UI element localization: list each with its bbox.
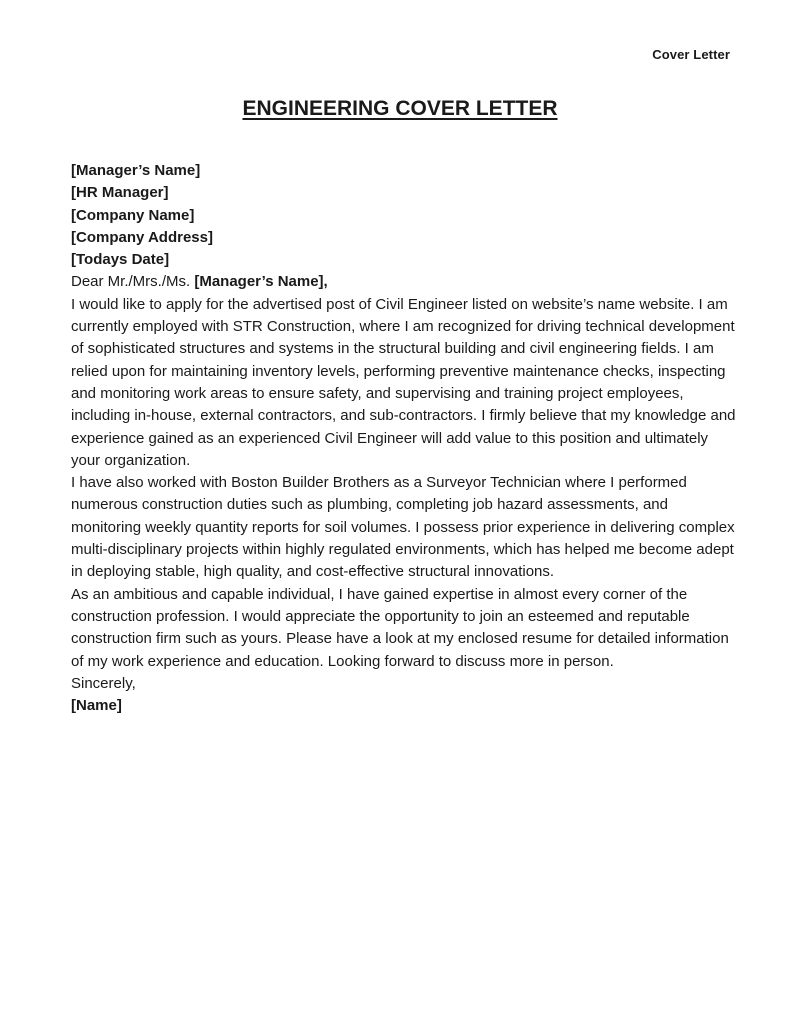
body-paragraph-1: I would like to apply for the advertised post of Civil Engineer listed on website’s name website. I am currently employed with STR Construction, where I am recognized for driving technical development of sophisticated structures and systems in the structural building and civil engineering fields. I am relied upon for maintaining inventory levels, performing preventive maintenance checks, inspecting and monitoring work areas to ensure safety, and supervising and training project employees, including in-house, external contractors, and sub-contractors. I firmly believe that my knowledge and experience gained as an experienced Civil Engineer will add value to this position and ultimately your organization. (71, 295, 736, 469)
signature-name: [Name] (71, 697, 122, 715)
recipient-address-block (71, 160, 741, 249)
body-paragraph-3: As an ambitious and capable individual, I have gained expertise in almost every corner of the construction profession. I would appreciate the opportunity to join an esteemed and reputable construction firm such as yours. Please have a look at my enclosed resume for detailed information of my work experience and education. Looking forward to discuss more in person. (71, 585, 729, 670)
letter-body (71, 160, 741, 717)
salutation-prefix: Dear Mr./Mrs./Ms. (71, 273, 195, 291)
document-title: ENGINEERING COVER LETTER (242, 97, 558, 120)
header-label: Cover Letter (652, 47, 730, 62)
closing: Sincerely, (71, 674, 136, 692)
letter-date: [Todays Date] (71, 251, 170, 269)
body-paragraph-2: I have also worked with Boston Builder Brothers as a Surveyor Technician where I performed numerous construction duties such as plumbing, completing job hazard assessments, and monitoring weekly quantity reports for soil volumes. I possess prior experience in delivering complex multi-disciplinary projects within highly regulated environments, which has helped me become adept in deploying stable, high quality, and cost-effective structural innovations. (71, 474, 735, 581)
recipient-manager-name: [Manager’s Name] (71, 162, 201, 179)
recipient-company-address: [Company Address] (71, 228, 213, 246)
salutation (71, 271, 741, 293)
recipient-company-name: [Company Name] (71, 206, 195, 224)
salutation-name: [Manager’s Name], (194, 273, 328, 291)
recipient-hr-manager: [HR Manager] (71, 184, 169, 202)
